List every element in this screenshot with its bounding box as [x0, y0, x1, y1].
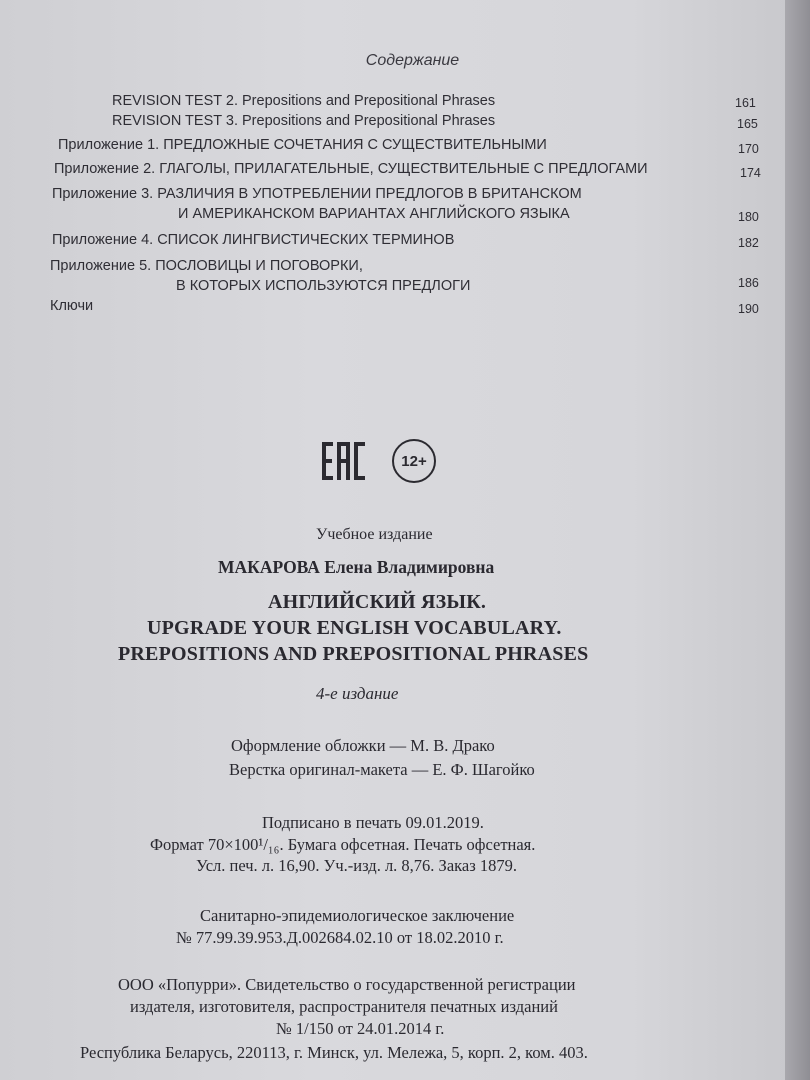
- toc-page-number: 161: [735, 96, 756, 110]
- edition-type: Учебное издание: [316, 526, 433, 543]
- edition-number: 4-е издание: [316, 684, 399, 703]
- sanitary-number: № 77.99.39.953.Д.002684.02.10 от 18.02.2010 г.: [176, 928, 504, 947]
- credit-layout: Верстка оригинал-макета — Е. Ф. Шагойко: [229, 760, 535, 779]
- credit-cover: Оформление обложки — М. В. Драко: [231, 736, 495, 755]
- toc-page-number: 186: [738, 276, 759, 290]
- toc-page-number: 174: [740, 166, 761, 180]
- page-edge: [785, 0, 810, 1080]
- toc-page-number: 190: [738, 302, 759, 316]
- toc-page-number: 165: [737, 117, 758, 131]
- sanitary-conclusion: Санитарно-эпидемиологическое заключение: [200, 906, 515, 925]
- toc-entry-appendix-1: Приложение 1. ПРЕДЛОЖНЫЕ СОЧЕТАНИЯ С СУЩЕСТВИТЕЛЬНЫМИ: [58, 137, 547, 153]
- signed-to-print: Подписано в печать 09.01.2019.: [262, 813, 484, 832]
- toc-entry-appendix-2: Приложение 2. ГЛАГОЛЫ, ПРИЛАГАТЕЛЬНЫЕ, СУЩЕСТВИТЕЛЬНЫЕ С ПРЕДЛОГАМИ: [54, 161, 648, 177]
- page-header: Содержание: [365, 52, 460, 69]
- publisher-line-1: ООО «Попурри». Свидетельство о государственной регистрации: [118, 975, 576, 994]
- toc-entry-appendix-5-cont: В КОТОРЫХ ИСПОЛЬЗУЮТСЯ ПРЕДЛОГИ: [176, 278, 471, 294]
- author-name: МАКАРОВА Елена Владимировна: [218, 557, 495, 577]
- certification-marks: [322, 438, 436, 484]
- print-sheets: Усл. печ. л. 16,90. Уч.-изд. л. 8,76. Заказ 1879.: [196, 856, 518, 875]
- book-title-line-2: UPGRADE YOUR ENGLISH VOCABULARY.: [147, 617, 562, 639]
- toc-entry-appendix-4: Приложение 4. СПИСОК ЛИНГВИСТИЧЕСКИХ ТЕРМИНОВ: [52, 232, 455, 248]
- toc-page-number: 180: [738, 210, 759, 224]
- age-rating-badge: 12+: [392, 439, 436, 483]
- publisher-address: Республика Беларусь, 220113, г. Минск, ул. Мележа, 5, корп. 2, ком. 403.: [80, 1043, 588, 1062]
- toc-entry-keys: Ключи: [50, 298, 94, 314]
- publisher-line-3: № 1/150 от 24.01.2014 г.: [276, 1019, 445, 1038]
- book-title-line-1: АНГЛИЙСКИЙ ЯЗЫК.: [268, 591, 487, 613]
- toc-entry-appendix-3: Приложение 3. РАЗЛИЧИЯ В УПОТРЕБЛЕНИИ ПРЕДЛОГОВ В БРИТАНСКОМ: [52, 186, 582, 202]
- print-format: Формат 70×100¹/₁₆. Бумага офсетная. Печать офсетная.: [150, 835, 536, 854]
- toc-entry-appendix-3-cont: И АМЕРИКАНСКОМ ВАРИАНТАХ АНГЛИЙСКОГО ЯЗЫКА: [178, 206, 570, 222]
- eac-mark-icon: [322, 442, 366, 480]
- book-title-line-3: PREPOSITIONS AND PREPOSITIONAL PHRASES: [118, 643, 589, 665]
- toc-page-number: 182: [738, 236, 759, 250]
- publisher-line-2: издателя, изготовителя, распространителя печатных изданий: [130, 997, 558, 1016]
- toc-entry-revision-test-3: REVISION TEST 3. Prepositions and Prepositional Phrases: [112, 113, 496, 129]
- toc-entry-revision-test-2: REVISION TEST 2. Prepositions and Prepositional Phrases: [112, 93, 496, 109]
- toc-page-number: 170: [738, 142, 759, 156]
- toc-entry-appendix-5: Приложение 5. ПОСЛОВИЦЫ И ПОГОВОРКИ,: [50, 258, 363, 274]
